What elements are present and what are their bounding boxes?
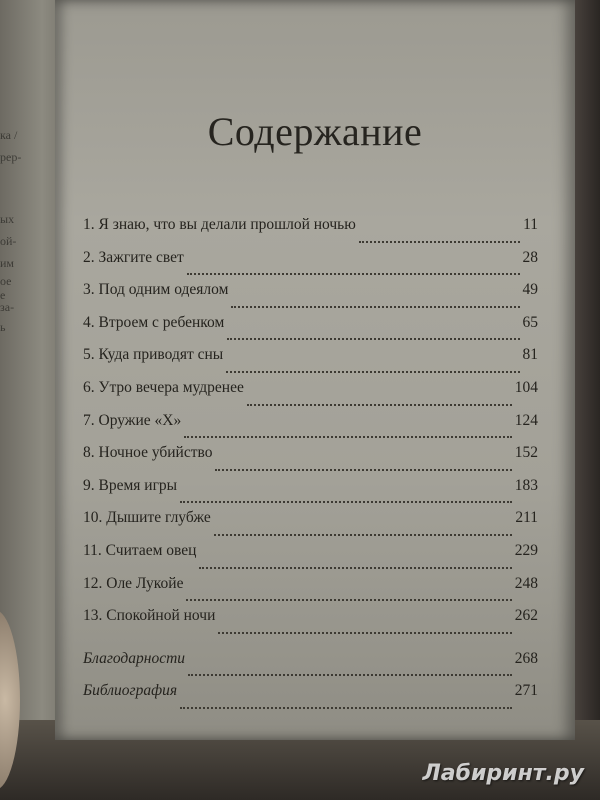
toc-entry: [83, 607, 538, 640]
toc-entry: [83, 412, 538, 445]
leader-dots: [231, 306, 519, 308]
leader-dots: [199, 567, 511, 569]
left-page-fragment: ой-: [0, 234, 17, 248]
toc-entry-page: 211: [515, 509, 538, 527]
watermark-logo: Лабиринт.ру: [422, 761, 584, 786]
toc-entry-title: Библиография: [83, 682, 178, 700]
toc-entry-title: 7. Оружие «X»: [83, 411, 182, 429]
toc-spacer: [83, 640, 538, 650]
leader-dots: [186, 599, 511, 601]
toc-entry-page: 49: [522, 281, 538, 299]
toc-entry-title: 12. Оле Лукойе: [83, 574, 184, 592]
leader-dots: [188, 674, 512, 676]
toc-entry-title: 1. Я знаю, что вы делали прошлой ночью: [83, 216, 356, 233]
toc-entry: [83, 314, 538, 347]
toc-entry: [83, 575, 538, 608]
toc-entry-page: 28: [522, 248, 538, 266]
toc-entry-title: 5. Куда приводят сны: [83, 346, 224, 364]
toc-entry-page: 81: [522, 346, 538, 364]
left-page-fragment: им: [0, 256, 15, 270]
toc-entry-page: 104: [514, 378, 538, 396]
toc-entry: [83, 281, 538, 314]
leader-dots: [218, 632, 511, 634]
toc-entry-page: 183: [514, 476, 538, 494]
left-page-fragment: ь: [0, 320, 6, 334]
leader-dots: [187, 273, 520, 275]
toc-entry: [83, 216, 538, 249]
leader-dots: [180, 707, 512, 709]
toc-entry-title: 10. Дышите глубже: [83, 509, 211, 527]
left-page-fragment: ое: [0, 274, 12, 288]
toc-entry-title: 3. Под одним одеялом: [83, 281, 229, 299]
left-page-fragment: за-: [0, 300, 15, 314]
leader-dots: [227, 338, 519, 340]
left-page-fragment: е: [0, 288, 6, 302]
toc-entry-title: 4. Втроем с ребенком: [83, 313, 225, 331]
toc-entry: [83, 477, 538, 510]
toc-entry: [83, 346, 538, 379]
toc-entry-acknowledgements: [83, 650, 538, 683]
toc-entry: [83, 542, 538, 575]
toc-entry-page: 229: [514, 541, 538, 559]
toc-entry-title: 6. Утро вечера мудренее: [83, 378, 244, 396]
left-page-fragment: ых: [0, 212, 15, 226]
left-page-fragment: ка /: [0, 128, 18, 142]
toc-entry-page: 152: [514, 444, 538, 462]
toc-entry: [83, 444, 538, 477]
leader-dots: [184, 436, 512, 438]
leader-dots: [247, 404, 512, 406]
leader-dots: [215, 469, 511, 471]
toc-entry-title: 9. Время игры: [83, 476, 178, 494]
toc-entry: [83, 509, 538, 542]
toc-entry-page: 124: [514, 411, 538, 429]
toc-entry-page: 11: [523, 216, 538, 233]
leader-dots: [226, 371, 519, 373]
toc-entry-title: 11. Считаем овец: [83, 541, 197, 559]
leader-dots: [180, 501, 512, 503]
toc-entry-page: 271: [514, 682, 538, 700]
toc-entry-page: 262: [514, 607, 538, 625]
toc-entry-title: Благодарности: [83, 649, 186, 667]
page-title: Содержание: [207, 109, 423, 154]
toc-entry-page: 65: [522, 313, 538, 331]
book-page: [55, 0, 575, 740]
toc-entry: [83, 379, 538, 412]
toc-entry: [83, 249, 538, 282]
toc-entry-title: 2. Зажгите свет: [83, 248, 184, 266]
table-of-contents: [83, 216, 538, 715]
toc-entry-page: 268: [514, 649, 538, 667]
left-page-fragment: рер-: [0, 150, 22, 164]
toc-entry-page: 248: [514, 574, 538, 592]
toc-entry-title: 13. Спокойной ночи: [83, 607, 216, 625]
toc-entry-title: 8. Ночное убийство: [83, 444, 213, 462]
toc-entry-bibliography: [83, 682, 538, 715]
leader-dots: [359, 241, 520, 243]
leader-dots: [214, 534, 513, 536]
